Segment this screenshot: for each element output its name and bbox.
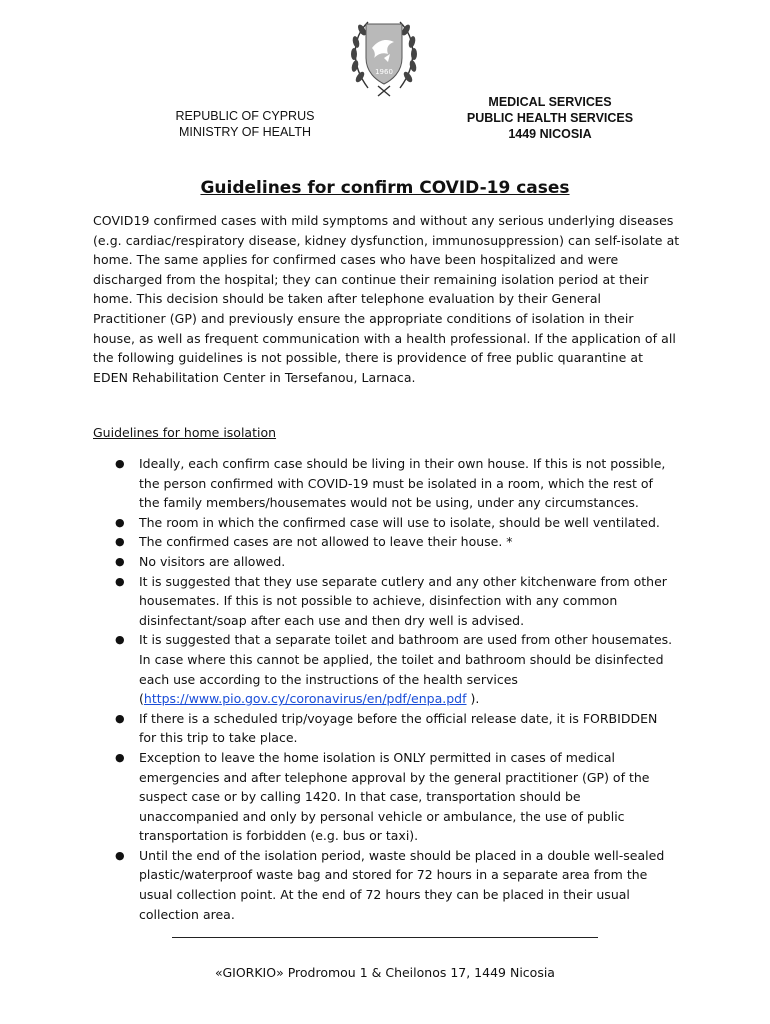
bullet-icon: ●	[115, 750, 125, 764]
footer-address: «GIORKIO» Prodromou 1 & Cheilonos 17, 1449 Nicosia	[215, 965, 555, 980]
list-item: ● The confirmed cases are not allowed to leave their house. *	[111, 532, 691, 552]
list-item: ● If there is a scheduled trip/voyage before the official release date, it is FORBIDDEN for this trip to take place.	[115, 710, 658, 746]
header-left	[160, 108, 330, 140]
footer-divider	[172, 937, 598, 938]
intro-line: house, as well as frequent communication with a health professional. If the application of all	[93, 330, 676, 346]
bullet-icon: ●	[115, 633, 125, 647]
intro-line: home. This decision should be taken after telephone evaluation by their General	[93, 291, 602, 307]
bullet-icon: ●	[115, 535, 125, 549]
list-item: ● The room in which the confirmed case will use to isolate, should be well ventilated.	[111, 513, 691, 533]
intro-line: EDEN Rehabilitation Center in Tersefanou, Larnaca.	[93, 369, 416, 385]
document-title: Guidelines for confirm COVID-19 cases	[200, 178, 570, 198]
list-item: ● Exception to leave the home isolation is ONLY permitted in cases of medical emergencies and after telephone approval by the general practitioner (GP) of the suspect case or by calling 1420. In that case, transportation should be unaccompanied and only by personal vehicle or ambulance, the use of public transportation is forbidden (e.g. bus or taxi).	[115, 749, 650, 844]
svg-text:1960: 1960	[375, 68, 393, 76]
postal-address: 1449 NICOSIA	[508, 127, 592, 141]
bullet-icon: ●	[115, 457, 125, 470]
bullet-icon: ●	[115, 711, 125, 725]
list-item: ● It is suggested that they use separate cutlery and any other kitchenware from other housemates. If this is not possible to achieve, disinfection with any common disinfectant/soap after each use and then dry well is advised.	[115, 573, 667, 628]
guidelines-list	[111, 454, 691, 924]
intro-line: discharged from the hospital; they can continue their remaining isolation period at their	[93, 271, 649, 287]
intro-line: COVID19 confirmed cases with mild symptoms and without any serious underlying diseases	[93, 213, 674, 228]
department-name: MEDICAL SERVICES	[488, 95, 612, 109]
country-name: REPUBLIC OF CYPRUS	[175, 109, 315, 123]
intro-line: Practitioner (GP) and previously ensure the appropriate conditions of isolation in their	[93, 310, 634, 326]
list-item: ● Ideally, each confirm case should be living in their own house. If this is not possible, the person confirmed with COVID-19 must be isolated in a room, which the rest of the family members/housemates would not be using, under any circumstances.	[115, 456, 666, 511]
bullet-icon: ●	[115, 574, 125, 588]
intro-line: the following guidelines is not possible, there is providence of free public quarantine at	[93, 350, 644, 366]
enpa-pdf-link[interactable]: https://www.pio.gov.cy/coronavirus/en/pdf/enpa.pdf	[143, 691, 467, 707]
bullet-icon: ●	[115, 515, 125, 529]
bullet-icon: ●	[115, 848, 125, 862]
list-item: ● Until the end of the isolation period, waste should be placed in a double well-sealed plastic/waterproof waste bag and stored for 72 hours in a separate area from the usual collection point. At the end of 72 hours they can be placed in their usual collection area.	[115, 847, 665, 922]
header-right	[440, 94, 660, 142]
intro-line: (e.g. cardiac/respiratory disease, kidney dysfunction, immunosuppression) can self-isolate at	[93, 232, 680, 248]
bullet-icon: ●	[115, 554, 125, 568]
list-item: ● No visitors are allowed.	[111, 552, 691, 572]
intro-line: home. The same applies for confirmed cases who have been hospitalized and were	[93, 252, 619, 268]
ministry-name: MINISTRY OF HEALTH	[179, 125, 311, 139]
service-name: PUBLIC HEALTH SERVICES	[466, 111, 634, 125]
section-heading: Guidelines for home isolation	[93, 425, 277, 440]
list-item: ● It is suggested that a separate toilet and bathroom are used from other housemates. In case where this cannot be applied, the toilet and bathroom should be disinfected each use according to the instructions of the health services (https://www.pio.gov.cy/coronavirus/en/pdf/enpa.pdf ).	[115, 632, 673, 707]
intro-paragraph	[93, 211, 685, 387]
cyprus-coat-of-arms-icon	[338, 14, 430, 100]
